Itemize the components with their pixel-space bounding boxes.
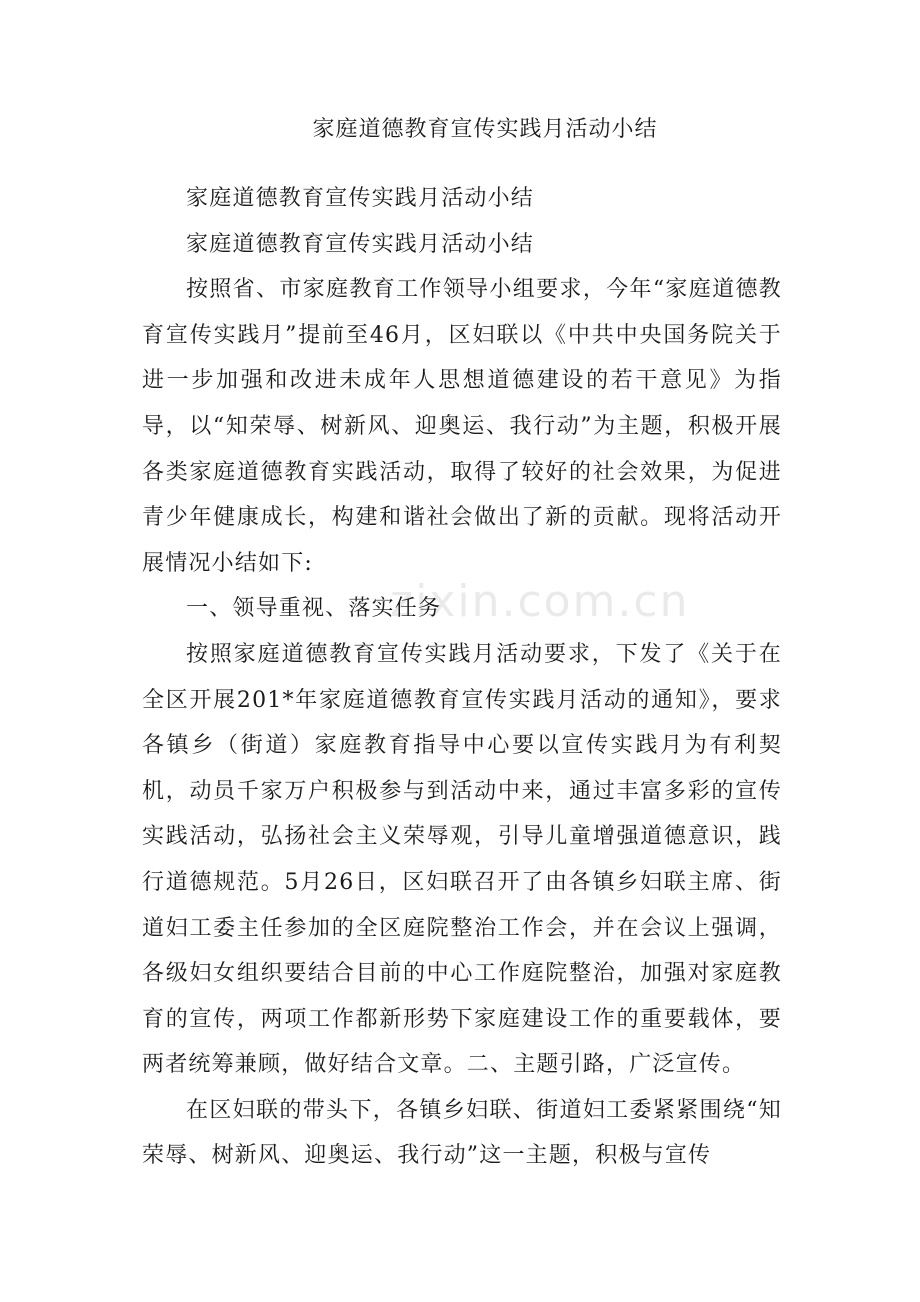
paragraph-intro: 按照省、市家庭教育工作领导小组要求，今年“家庭道德教育宣传实践月”提前至46月，区妇联以《中共中央国务院关于进一步加强和改进未成年人思想道德建设的若干意见》为指导，以“知荣辱、树新风、迎奥运、我行动”为主题，积极开展各类家庭道德教育实践活动，取得了较好的社会效果，为促进青少年健康成长，构建和谐社会做出了新的贡献。现将活动开展情况小结如下: [142, 277, 782, 576]
paragraph-section-1: 按照家庭道德教育宣传实践月活动要求，下发了《关于在全区开展201*年家庭道德教育宣传实践月活动的通知》，要求各镇乡（街道）家庭教育指导中心要以宣传实践月为有利契机，动员千家万户积极参与到活动中来，通过丰富多彩的宣传实践活动，弘扬社会主义荣辱观，引导儿童增强道德意识，践行道德规范。5月26日，区妇联召开了由各镇乡妇联主席、街道妇工委主任参加的全区庭院整治工作会，并在会议上强调，各级妇女组织要结合目前的中心工作庭院整治，加强对家庭教育的宣传，两项工作都新形势下家庭建设工作的重要载体，要两者统筹兼顾，做好结合文章。二、主题引路，广泛宣传。 [142, 641, 782, 1078]
subtitle-line-2: 家庭道德教育宣传实践月活动小结 [186, 231, 535, 257]
section-heading-1: 一、领导重视、落实任务 [186, 596, 442, 622]
paragraph-section-2: 在区妇联的带头下，各镇乡妇联、街道妇工委紧紧围绕“知荣辱、树新风、迎奥运、我行动”这一主题，积极与宣传 [142, 1097, 782, 1169]
document-title: 家庭道德教育宣传实践月活动小结 [312, 117, 658, 142]
watermark: zixin.com.cn [390, 576, 690, 627]
document-body [142, 176, 782, 1179]
subtitle-line-1: 家庭道德教育宣传实践月活动小结 [186, 186, 535, 211]
